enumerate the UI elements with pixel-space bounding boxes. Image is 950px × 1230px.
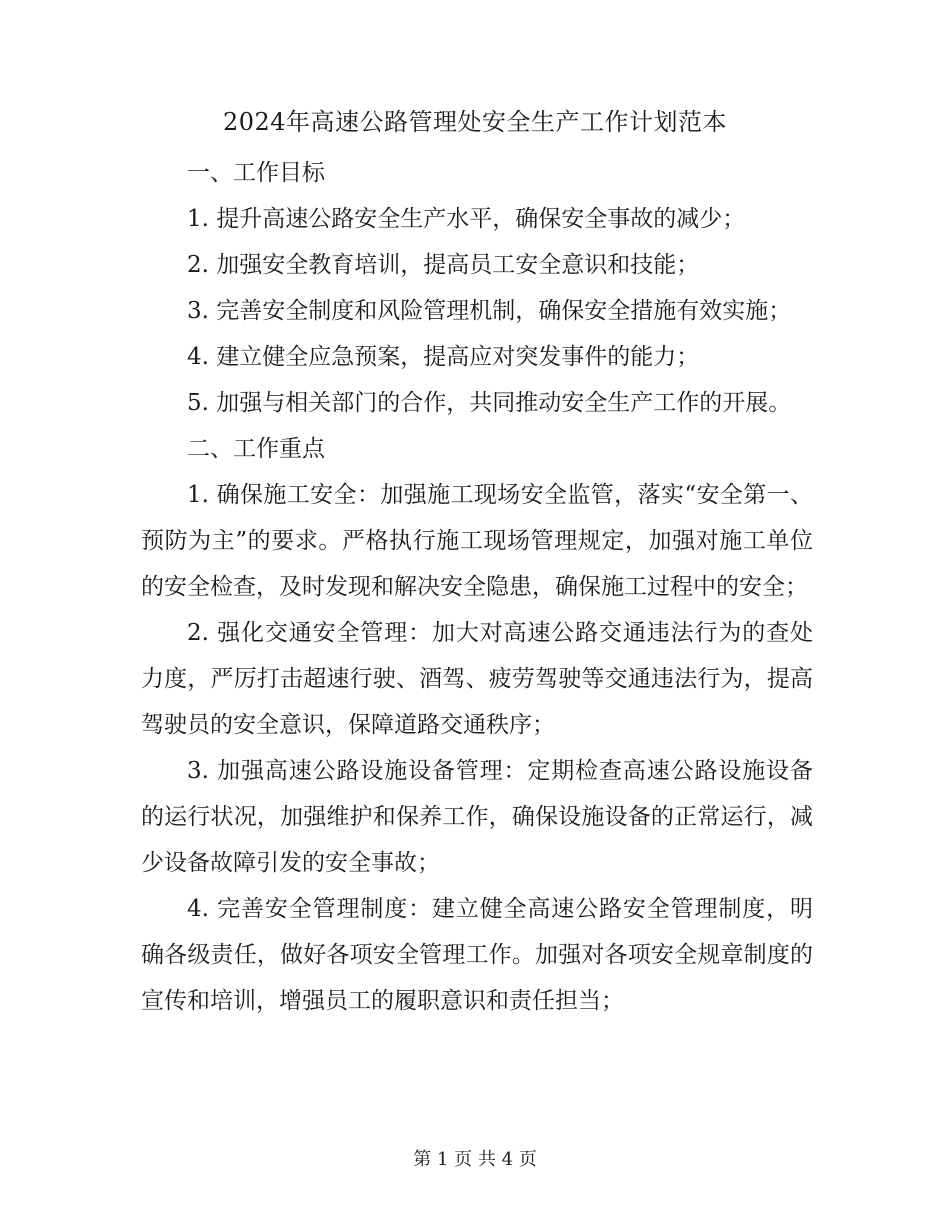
body-paragraph: 3. 加强高速公路设施设备管理：定期检查高速公路设施设备的运行状况，加强维护和保养工作，确保设施设备的正常运行，减少设备故障引发的安全事故； — [141, 758, 813, 876]
section-heading-focus: 二、工作重点 — [187, 436, 325, 462]
list-item: 2. 加强安全教育培训，提高员工安全意识和技能； — [187, 252, 700, 278]
list-item: 1. 提升高速公路安全生产水平，确保安全事故的减少； — [187, 206, 746, 232]
document-title: 2024年高速公路管理处安全生产工作计划范本 — [222, 108, 728, 136]
page-number-footer: 第 1 页 共 4 页 — [413, 1149, 537, 1170]
body-paragraph: 1. 确保施工安全：加强施工现场安全监管，落实“安全第一、预防为主”的要求。严格执行施工现场管理规定，加强对施工单位的安全检查，及时发现和解决安全隐患，确保施工过程中的安全； — [141, 482, 813, 600]
section-heading-goals: 一、工作目标 — [187, 160, 325, 186]
list-item: 3. 完善安全制度和风险管理机制，确保安全措施有效实施； — [187, 298, 792, 324]
list-item: 4. 建立健全应急预案，提高应对突发事件的能力； — [187, 344, 700, 370]
body-paragraph: 2. 强化交通安全管理：加大对高速公路交通违法行为的查处力度，严厉打击超速行驶、酒驾、疲劳驾驶等交通违法行为，提高驾驶员的安全意识，保障道路交通秩序； — [141, 620, 813, 738]
document-body — [141, 150, 813, 1024]
list-item: 5. 加强与相关部门的合作，共同推动安全生产工作的开展。 — [187, 390, 792, 416]
body-paragraph: 4. 完善安全管理制度：建立健全高速公路安全管理制度，明确各级责任，做好各项安全管理工作。加强对各项安全规章制度的宣传和培训，增强员工的履职意识和责任担当； — [141, 896, 813, 1014]
